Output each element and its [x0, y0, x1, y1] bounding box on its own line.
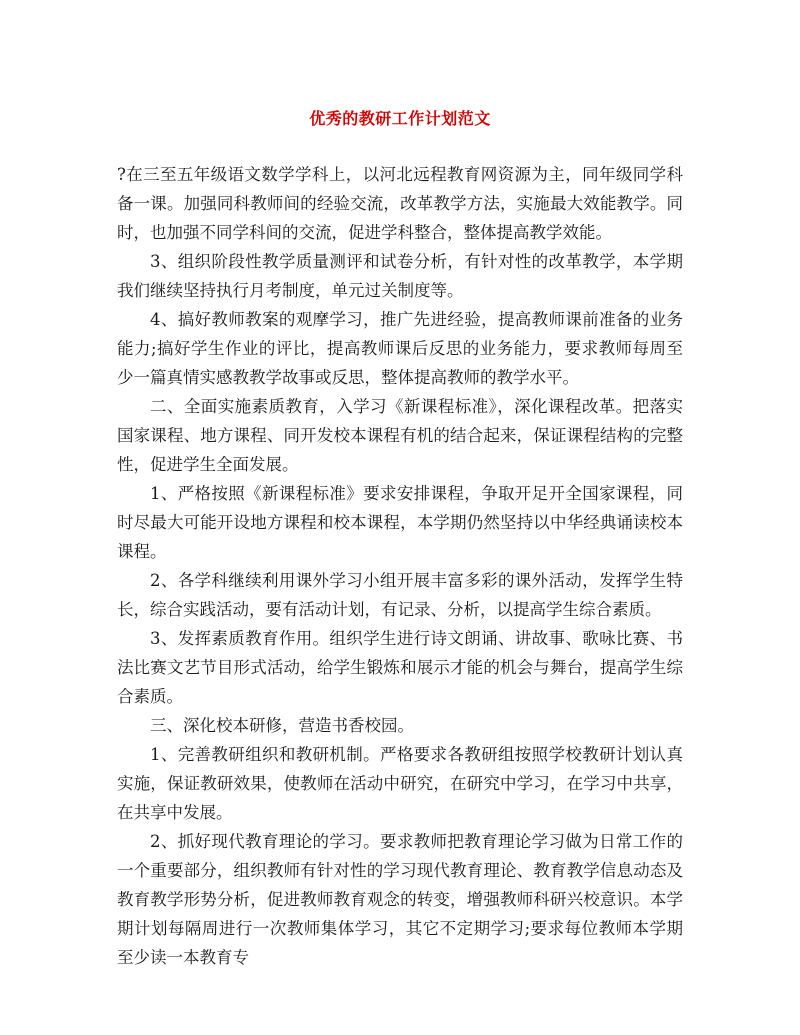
body-paragraph: 1、严格按照《新课程标准》要求安排课程，争取开足开全国家课程，同时尽最大可能开设地方课程和校本课程，本学期仍然坚持以中华经典诵读校本课程。	[117, 484, 683, 561]
body-paragraph: 2、各学科继续利用课外学习小组开展丰富多彩的课外活动，发挥学生特长，综合实践活动，要有活动计划，有记录、分析，以提高学生综合素质。	[117, 571, 683, 619]
body-paragraph: 3、发挥素质教育作用。组织学生进行诗文朗诵、讲故事、歌咏比赛、书法比赛文艺节目形式活动，给学生锻炼和展示才能的机会与舞台，提高学生综合素质。	[117, 629, 683, 706]
body-paragraph: ?在三至五年级语文数学学科上，以河北远程教育网资源为主，同年级同学科备一课。加强同科教师间的经验交流，改革教学方法，实施最大效能教学。同时，也加强不同学科间的交流，促进学科整合，整体提高教学效能。	[117, 165, 683, 242]
body-paragraph: 4、搞好教师教案的观摩学习，推广先进经验，提高教师课前准备的业务能力;搞好学生作业的评比，提高教师课后反思的业务能力，要求教师每周至少一篇真情实感教教学故事或反思，整体提高教师的教学水平。	[117, 310, 683, 387]
body-paragraph: 2、抓好现代教育理论的学习。要求教师把教育理论学习做为日常工作的一个重要部分，组织教师有针对性的学习现代教育理论、教育教学信息动态及教育教学形势分析，促进教师教育观念的转变，增强教师科研兴校意识。本学期计划每隔周进行一次教师集体学习，其它不定期学习;要求每位教师本学期至少读一本教育专	[117, 832, 683, 967]
body-paragraph: 二、全面实施素质教育，入学习《新课程标准》，深化课程改革。把落实国家课程、地方课程、同开发校本课程有机的结合起来，保证课程结构的完整性，促进学生全面发展。	[117, 397, 683, 474]
body-paragraph: 3、组织阶段性教学质量测评和试卷分析，有针对性的改革教学，本学期我们继续坚持执行月考制度，单元过关制度等。	[117, 252, 683, 300]
body-paragraph: 三、深化校本研修，营造书香校园。	[150, 716, 414, 735]
body-paragraph: 1、完善教研组织和教研机制。严格要求各教研组按照学校教研计划认真实施，保证教研效果，使教师在活动中研究，在研究中学习，在学习中共享，在共享中发展。	[117, 745, 683, 822]
document-title: 优秀的教研工作计划范文	[309, 109, 491, 128]
document-body	[117, 160, 683, 972]
